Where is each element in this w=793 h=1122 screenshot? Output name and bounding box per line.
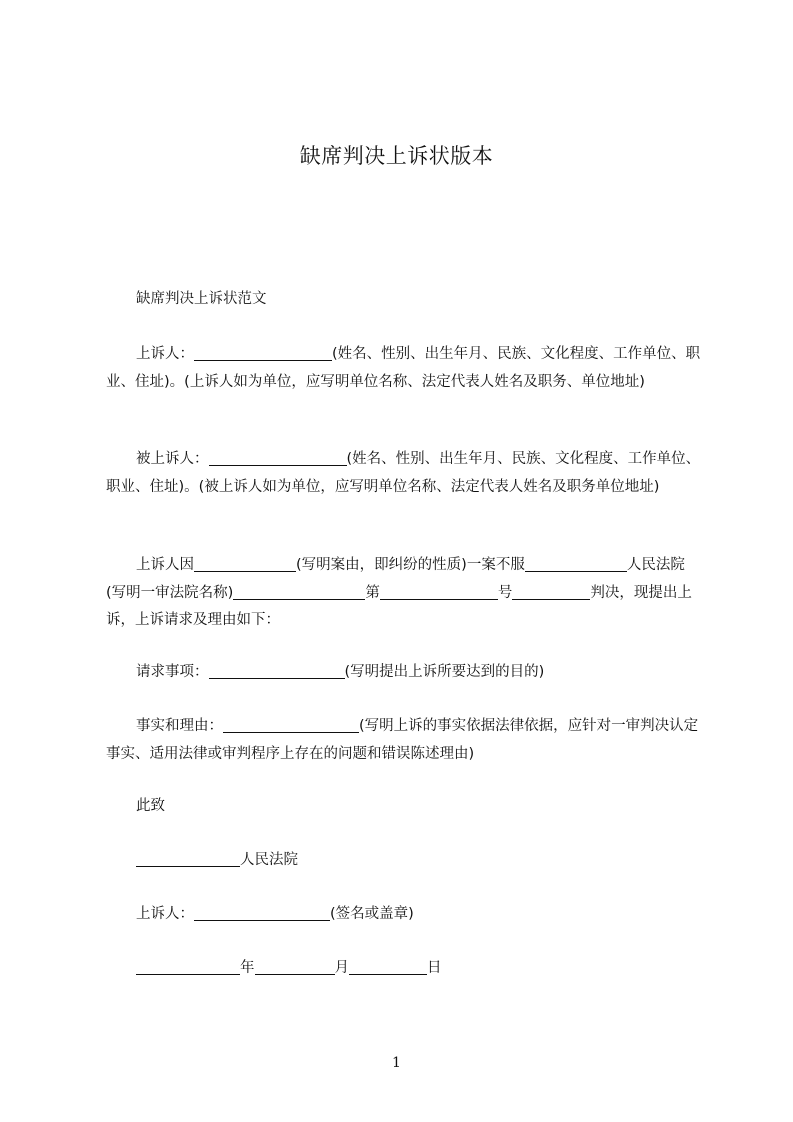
signature-line xyxy=(106,901,704,929)
case-year-blank[interactable] xyxy=(233,583,365,600)
judgment-type-blank[interactable] xyxy=(512,583,590,600)
case-part2: (写明案由，即纠纷的性质)一案不服 xyxy=(296,557,525,573)
appellee-text: (姓名、性别、出生年月、民族、文化程度、工作单位、职业、住址)。(被上诉人如为单位，应写明单位名称、法定代表人姓名及职务单位地址) xyxy=(106,451,701,495)
appellant-name-blank[interactable] xyxy=(194,344,332,361)
date-year: 年 xyxy=(240,960,255,976)
case-part5: 号 xyxy=(497,584,513,601)
signature-label: 上诉人： xyxy=(136,906,194,922)
court-blank[interactable] xyxy=(136,850,240,867)
heading-text: 缺席判决上诉状范文 xyxy=(136,291,267,307)
signature-blank[interactable] xyxy=(194,904,330,921)
appellant-paragraph xyxy=(106,341,704,396)
court-name-blank[interactable] xyxy=(525,555,627,572)
appellee-label: 被上诉人： xyxy=(136,451,209,467)
request-label: 请求事项： xyxy=(136,664,209,680)
case-part4: 第 xyxy=(365,584,380,601)
facts-blank[interactable] xyxy=(223,716,359,733)
request-blank[interactable] xyxy=(209,662,345,679)
date-month: 月 xyxy=(334,960,349,976)
case-paragraph xyxy=(106,552,704,635)
facts-label: 事实和理由： xyxy=(136,718,223,734)
case-part6: 判决，现提出上诉，上诉请求及理由如下： xyxy=(106,584,692,628)
court-line xyxy=(106,847,704,875)
page-number: 1 xyxy=(392,1055,401,1071)
court-suffix: 人民法院 xyxy=(240,852,298,868)
date-line xyxy=(106,955,704,983)
signature-text: (签名或盖章) xyxy=(330,906,414,922)
salutation-line xyxy=(106,793,704,821)
facts-paragraph xyxy=(106,713,704,768)
document-heading xyxy=(106,286,704,314)
request-text: (写明提出上诉所要达到的目的) xyxy=(344,664,545,680)
salutation-text: 此致 xyxy=(136,798,165,814)
date-day-blank[interactable] xyxy=(349,958,427,975)
facts-text: (写明上诉的事实依据法律依据，应针对一审判决认定事实、适用法律或审判程序上存在的问题和错误陈述理由) xyxy=(106,718,699,762)
case-part1: 上诉人因 xyxy=(136,557,194,573)
date-day: 日 xyxy=(427,960,442,976)
case-part3: 人民法院(写明一审法院名称) xyxy=(106,557,685,601)
appellant-text: (姓名、性别、出生年月、民族、文化程度、工作单位、职业、住址)。(上诉人如为单位，应写明单位名称、法定代表人姓名及职务、单位地址) xyxy=(106,346,701,390)
appellee-paragraph xyxy=(106,446,704,501)
date-month-blank[interactable] xyxy=(255,958,335,975)
document-title: 缺席判决上诉状版本 xyxy=(299,144,494,168)
case-cause-blank[interactable] xyxy=(194,555,296,572)
appellant-label: 上诉人： xyxy=(136,346,194,362)
case-number-blank[interactable] xyxy=(380,583,498,600)
date-year-blank[interactable] xyxy=(136,958,240,975)
appellee-name-blank[interactable] xyxy=(209,449,347,466)
request-paragraph xyxy=(106,659,704,687)
